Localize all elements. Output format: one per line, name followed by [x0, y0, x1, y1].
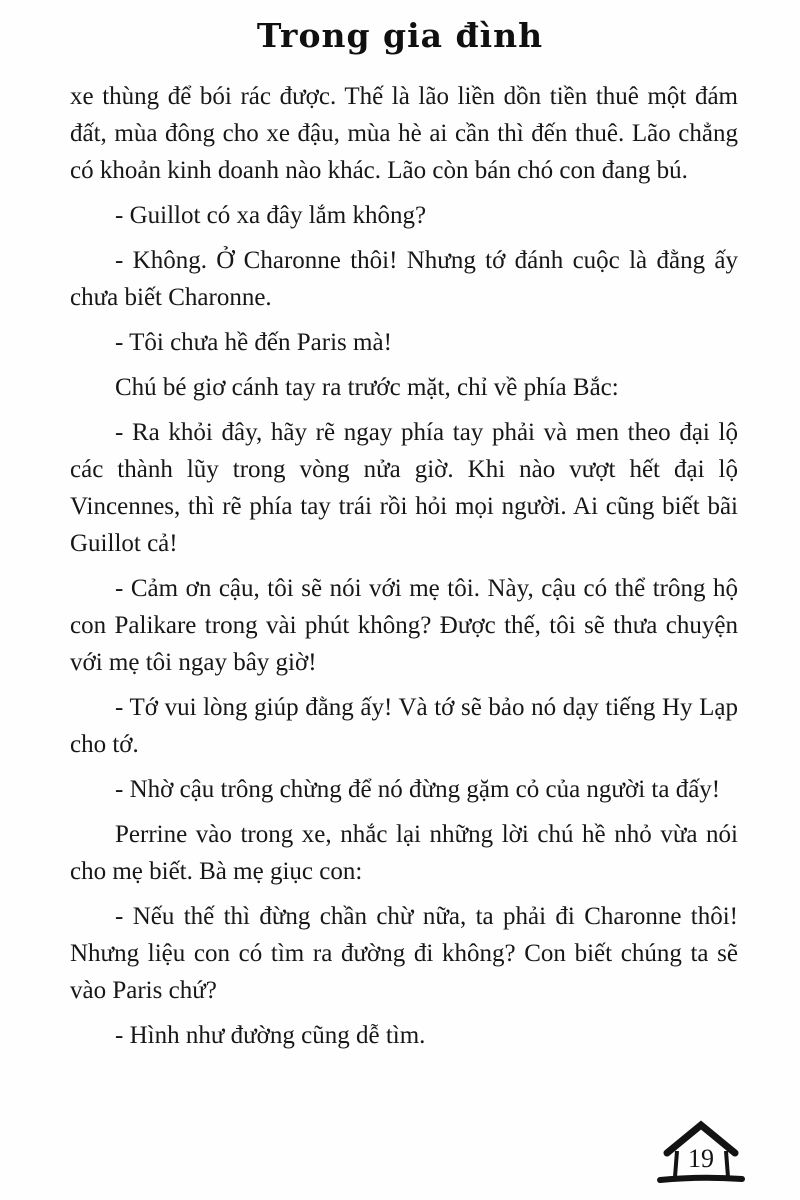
paragraph: Perrine vào trong xe, nhắc lại những lời chú hề nhỏ vừa nói cho mẹ biết. Bà mẹ giục con:	[70, 821, 738, 885]
page-number-badge	[656, 1118, 746, 1188]
page-body	[70, 78, 738, 1062]
paragraph: - Cảm ơn cậu, tôi sẽ nói với mẹ tôi. Này, cậu có thể trông hộ con Palikare trong vài phút không? Được thế, tôi sẽ thưa chuyện với mẹ tôi ngay bây giờ!	[70, 575, 738, 676]
paragraph: - Nếu thế thì đừng chần chừ nữa, ta phải đi Charonne thôi! Nhưng liệu con có tìm ra đường đi không? Con biết chúng ta sẽ vào Paris chứ?	[70, 903, 738, 1004]
paragraph: - Hình như đường cũng dễ tìm.	[115, 1022, 426, 1049]
paragraph: xe thùng để bói rác được. Thế là lão liền dồn tiền thuê một đám đất, mùa đông cho xe đậu, mùa hè ai cần thì đến thuê. Lão chẳng có khoản kinh doanh nào khác. Lão còn bán chó con đang bú.	[70, 83, 738, 184]
paragraph: - Tớ vui lòng giúp đằng ấy! Và tớ sẽ bảo nó dạy tiếng Hy Lạp cho tớ.	[70, 694, 738, 758]
paragraph: - Không. Ở Charonne thôi! Nhưng tớ đánh cuộc là đằng ấy chưa biết Charonne.	[70, 247, 738, 311]
paragraph: - Tôi chưa hề đến Paris mà!	[115, 329, 392, 356]
paragraph: - Guillot có xa đây lắm không?	[115, 202, 427, 229]
chapter-title: Trong gia đình	[256, 16, 544, 55]
paragraph: - Ra khỏi đây, hãy rẽ ngay phía tay phải và men theo đại lộ các thành lũy trong vòng nửa giờ. Khi nào vượt hết đại lộ Vincennes, thì rẽ phía tay trái rồi hỏi mọi người. Ai cũng biết bãi Guillot cả!	[70, 419, 738, 557]
page-number: 19	[688, 1144, 714, 1173]
paragraph: - Nhờ cậu trông chừng để nó đừng gặm cỏ của người ta đấy!	[115, 776, 721, 803]
paragraph: Chú bé giơ cánh tay ra trước mặt, chỉ về phía Bắc:	[115, 374, 619, 401]
